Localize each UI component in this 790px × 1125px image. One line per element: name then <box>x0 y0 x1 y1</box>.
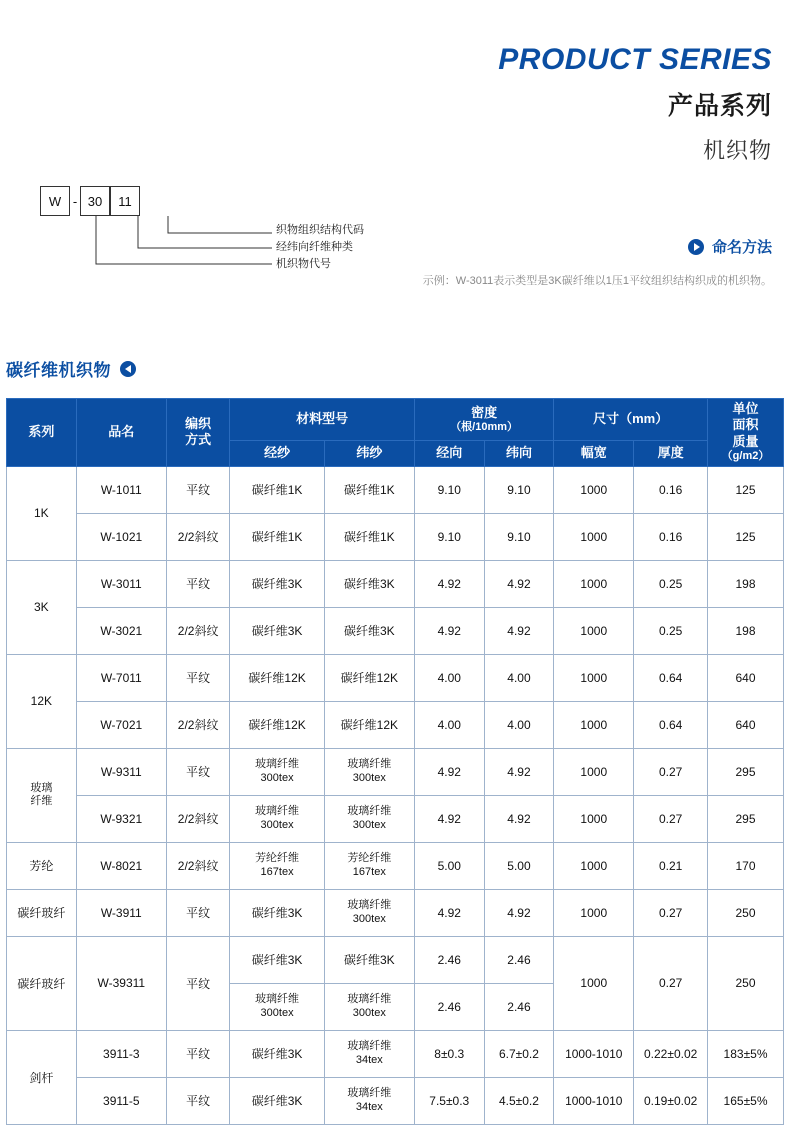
cell-warp-density: 4.92 <box>414 889 484 936</box>
cell-series: 12K <box>7 654 77 748</box>
cell-weft-density: 4.5±0.2 <box>484 1077 554 1124</box>
th-unit-mass-l4: （g/m2） <box>721 449 770 462</box>
cell-weft-yarn: 碳纤维3K <box>324 560 414 607</box>
cell-weft-yarn: 碳纤维3K <box>324 607 414 654</box>
th-density-label: 密度 <box>471 404 498 420</box>
cell-warp-density: 7.5±0.3 <box>414 1077 484 1124</box>
cell-warp-yarn: 碳纤维3K <box>230 936 324 983</box>
cell-weave: 2/2斜纹 <box>166 701 230 748</box>
table-header-row-1 <box>7 399 784 441</box>
cell-weave: 平纹 <box>166 560 230 607</box>
cell-product: W-39311 <box>76 936 166 1030</box>
cell-weave: 平纹 <box>166 936 230 1030</box>
cell-unit-mass: 125 <box>708 513 784 560</box>
cell-weft-density: 4.00 <box>484 701 554 748</box>
cell-warp-density: 2.46 <box>414 936 484 983</box>
cell-warp-yarn: 玻璃纤维 300tex <box>230 795 324 842</box>
table-row <box>7 889 784 936</box>
cell-warp-density: 4.92 <box>414 607 484 654</box>
table-row <box>7 607 784 654</box>
legend-fabric-code: 机织物代号 <box>276 258 331 270</box>
cell-warp-density: 9.10 <box>414 466 484 513</box>
cell-warp-density: 5.00 <box>414 842 484 889</box>
cell-warp-yarn: 碳纤维12K <box>230 701 324 748</box>
cell-unit-mass: 125 <box>708 466 784 513</box>
cell-series: 剑杆 <box>7 1030 77 1124</box>
section-title <box>6 356 136 381</box>
table-row <box>7 748 784 795</box>
table-row <box>7 795 784 842</box>
cell-warp-yarn: 碳纤维1K <box>230 466 324 513</box>
cell-width: 1000 <box>554 701 634 748</box>
cell-warp-yarn: 碳纤维3K <box>230 1077 324 1124</box>
cell-weave: 平纹 <box>166 466 230 513</box>
cell-product: W-3911 <box>76 889 166 936</box>
cell-weave: 平纹 <box>166 654 230 701</box>
cell-thickness: 0.16 <box>634 513 708 560</box>
cell-product: W-7011 <box>76 654 166 701</box>
cell-series: 玻璃 纤维 <box>7 748 77 842</box>
cell-warp-yarn: 碳纤维3K <box>230 607 324 654</box>
cell-thickness: 0.22±0.02 <box>634 1030 708 1077</box>
cell-unit-mass: 165±5% <box>708 1077 784 1124</box>
table-row <box>7 654 784 701</box>
cell-weft-density: 4.92 <box>484 607 554 654</box>
cell-weave: 2/2斜纹 <box>166 842 230 889</box>
cell-weave: 平纹 <box>166 1030 230 1077</box>
legend-fiber-type: 经纬向纤维种类 <box>276 241 353 253</box>
cell-product: W-9311 <box>76 748 166 795</box>
th-unit-mass-l2: 面积 <box>732 417 759 433</box>
th-thickness: 厚度 <box>634 441 708 467</box>
cell-weave: 平纹 <box>166 1077 230 1124</box>
naming-method-marker <box>688 236 772 257</box>
cell-weft-yarn: 玻璃纤维 300tex <box>324 983 414 1030</box>
cell-weft-density: 9.10 <box>484 466 554 513</box>
cell-unit-mass: 198 <box>708 560 784 607</box>
cell-thickness: 0.25 <box>634 560 708 607</box>
cell-weave: 平纹 <box>166 748 230 795</box>
cell-width: 1000 <box>554 748 634 795</box>
th-unit-mass <box>708 399 784 467</box>
cell-weft-yarn: 碳纤维1K <box>324 466 414 513</box>
cell-warp-yarn: 碳纤维3K <box>230 889 324 936</box>
cell-weft-yarn: 玻璃纤维 34tex <box>324 1030 414 1077</box>
cell-weft-yarn: 玻璃纤维 34tex <box>324 1077 414 1124</box>
cell-product: W-1021 <box>76 513 166 560</box>
cell-thickness: 0.27 <box>634 795 708 842</box>
cell-unit-mass: 183±5% <box>708 1030 784 1077</box>
cell-warp-density: 9.10 <box>414 513 484 560</box>
table-row <box>7 1077 784 1124</box>
cell-warp-density: 4.92 <box>414 795 484 842</box>
table-row <box>7 466 784 513</box>
th-weft-yarn: 纬纱 <box>324 441 414 467</box>
cell-warp-density: 4.92 <box>414 748 484 795</box>
cell-product: W-8021 <box>76 842 166 889</box>
cell-product: W-7021 <box>76 701 166 748</box>
arrow-left-icon <box>688 239 704 255</box>
page-title-en: PRODUCT SERIES <box>498 43 772 76</box>
cell-unit-mass: 198 <box>708 607 784 654</box>
arrow-right-icon <box>120 361 136 377</box>
cell-width: 1000 <box>554 654 634 701</box>
th-weft-direction: 纬向 <box>484 441 554 467</box>
th-unit-mass-l3: 质量 <box>732 433 759 449</box>
cell-weave: 2/2斜纹 <box>166 795 230 842</box>
table-row <box>7 701 784 748</box>
cell-unit-mass: 640 <box>708 654 784 701</box>
cell-product: W-3011 <box>76 560 166 607</box>
cell-weft-density: 2.46 <box>484 936 554 983</box>
cell-width: 1000-1010 <box>554 1077 634 1124</box>
cell-warp-density: 4.92 <box>414 560 484 607</box>
cell-thickness: 0.64 <box>634 654 708 701</box>
cell-weft-yarn: 玻璃纤维 300tex <box>324 795 414 842</box>
cell-width: 1000 <box>554 889 634 936</box>
cell-thickness: 0.25 <box>634 607 708 654</box>
cell-width: 1000 <box>554 607 634 654</box>
cell-series: 1K <box>7 466 77 560</box>
cell-series: 碳纤玻纤 <box>7 936 77 1030</box>
th-product: 品名 <box>76 399 166 467</box>
code-box-fiber: 30 <box>80 186 110 216</box>
cell-weft-yarn: 碳纤维1K <box>324 513 414 560</box>
cell-warp-yarn: 玻璃纤维 300tex <box>230 983 324 1030</box>
cell-weft-density: 5.00 <box>484 842 554 889</box>
cell-weft-density: 2.46 <box>484 983 554 1030</box>
cell-weft-density: 4.92 <box>484 560 554 607</box>
cell-warp-yarn: 碳纤维3K <box>230 1030 324 1077</box>
cell-unit-mass: 170 <box>708 842 784 889</box>
cell-width: 1000 <box>554 842 634 889</box>
cell-width: 1000 <box>554 466 634 513</box>
spec-table-body <box>7 466 784 1124</box>
table-row <box>7 842 784 889</box>
spec-table <box>6 398 784 1125</box>
naming-leader-lines <box>34 186 464 296</box>
cell-weft-density: 4.00 <box>484 654 554 701</box>
cell-thickness: 0.27 <box>634 936 708 1030</box>
table-row <box>7 1030 784 1077</box>
cell-weft-yarn: 碳纤维12K <box>324 654 414 701</box>
cell-thickness: 0.21 <box>634 842 708 889</box>
naming-legend <box>276 222 364 273</box>
naming-example-text: 示例：W-3011表示类型是3K碳纤维以1压1平纹组织结构织成的机织物。 <box>422 275 772 287</box>
cell-thickness: 0.64 <box>634 701 708 748</box>
legend-structure-code: 织物组织结构代码 <box>276 224 364 236</box>
th-unit-mass-l1: 单位 <box>732 401 759 416</box>
cell-unit-mass: 295 <box>708 795 784 842</box>
naming-method-label: 命名方法 <box>711 239 772 256</box>
cell-weft-density: 9.10 <box>484 513 554 560</box>
cell-width: 1000 <box>554 560 634 607</box>
th-warp-yarn: 经纱 <box>230 441 324 467</box>
cell-thickness: 0.27 <box>634 748 708 795</box>
cell-weft-density: 6.7±0.2 <box>484 1030 554 1077</box>
th-density <box>414 399 553 441</box>
cell-weave: 平纹 <box>166 889 230 936</box>
cell-weft-yarn: 玻璃纤维 300tex <box>324 889 414 936</box>
th-weave <box>166 399 230 467</box>
cell-weft-yarn: 玻璃纤维 300tex <box>324 748 414 795</box>
cell-warp-yarn: 碳纤维1K <box>230 513 324 560</box>
page-subtitle-cn: 机织物 <box>702 137 772 163</box>
th-density-unit: （根/10mm） <box>450 420 519 433</box>
th-size: 尺寸（mm） <box>554 399 708 441</box>
cell-series: 碳纤玻纤 <box>7 889 77 936</box>
cell-weft-yarn: 碳纤维3K <box>324 936 414 983</box>
cell-thickness: 0.27 <box>634 889 708 936</box>
page-title-cn: 产品系列 <box>667 91 772 120</box>
table-row <box>7 936 784 983</box>
th-weave-line1: 编织 <box>185 416 212 431</box>
cell-thickness: 0.16 <box>634 466 708 513</box>
th-material: 材料型号 <box>230 399 415 441</box>
cell-warp-yarn: 玻璃纤维 300tex <box>230 748 324 795</box>
th-series: 系列 <box>7 399 77 467</box>
cell-unit-mass: 250 <box>708 889 784 936</box>
cell-weave: 2/2斜纹 <box>166 513 230 560</box>
spec-table-head <box>7 399 784 467</box>
table-row <box>7 560 784 607</box>
cell-product: W-9321 <box>76 795 166 842</box>
cell-series: 3K <box>7 560 77 654</box>
cell-width: 1000 <box>554 795 634 842</box>
cell-series: 芳纶 <box>7 842 77 889</box>
cell-width: 1000 <box>554 513 634 560</box>
naming-diagram <box>34 186 464 296</box>
cell-product: W-1011 <box>76 466 166 513</box>
cell-warp-density: 4.00 <box>414 701 484 748</box>
cell-width: 1000 <box>554 936 634 1030</box>
table-row <box>7 513 784 560</box>
cell-warp-yarn: 碳纤维12K <box>230 654 324 701</box>
cell-unit-mass: 640 <box>708 701 784 748</box>
cell-weft-yarn: 芳纶纤维 167tex <box>324 842 414 889</box>
cell-weft-density: 4.92 <box>484 748 554 795</box>
section-title-text: 碳纤维机织物 <box>6 361 111 380</box>
cell-unit-mass: 250 <box>708 936 784 1030</box>
code-dash: - <box>72 193 78 209</box>
cell-product: 3911-5 <box>76 1077 166 1124</box>
cell-weave: 2/2斜纹 <box>166 607 230 654</box>
cell-weft-density: 4.92 <box>484 795 554 842</box>
cell-warp-density: 4.00 <box>414 654 484 701</box>
cell-product: 3911-3 <box>76 1030 166 1077</box>
th-width: 幅宽 <box>554 441 634 467</box>
cell-weft-yarn: 碳纤维12K <box>324 701 414 748</box>
cell-warp-yarn: 芳纶纤维 167tex <box>230 842 324 889</box>
cell-product: W-3021 <box>76 607 166 654</box>
cell-width: 1000-1010 <box>554 1030 634 1077</box>
cell-thickness: 0.19±0.02 <box>634 1077 708 1124</box>
cell-unit-mass: 295 <box>708 748 784 795</box>
cell-weft-density: 4.92 <box>484 889 554 936</box>
code-box-structure: 11 <box>110 186 140 216</box>
th-warp-direction: 经向 <box>414 441 484 467</box>
th-weave-line2: 方式 <box>185 432 212 448</box>
code-box-prefix: W <box>40 186 70 216</box>
page-header <box>498 44 772 165</box>
cell-warp-yarn: 碳纤维3K <box>230 560 324 607</box>
cell-warp-density: 8±0.3 <box>414 1030 484 1077</box>
cell-warp-density: 2.46 <box>414 983 484 1030</box>
